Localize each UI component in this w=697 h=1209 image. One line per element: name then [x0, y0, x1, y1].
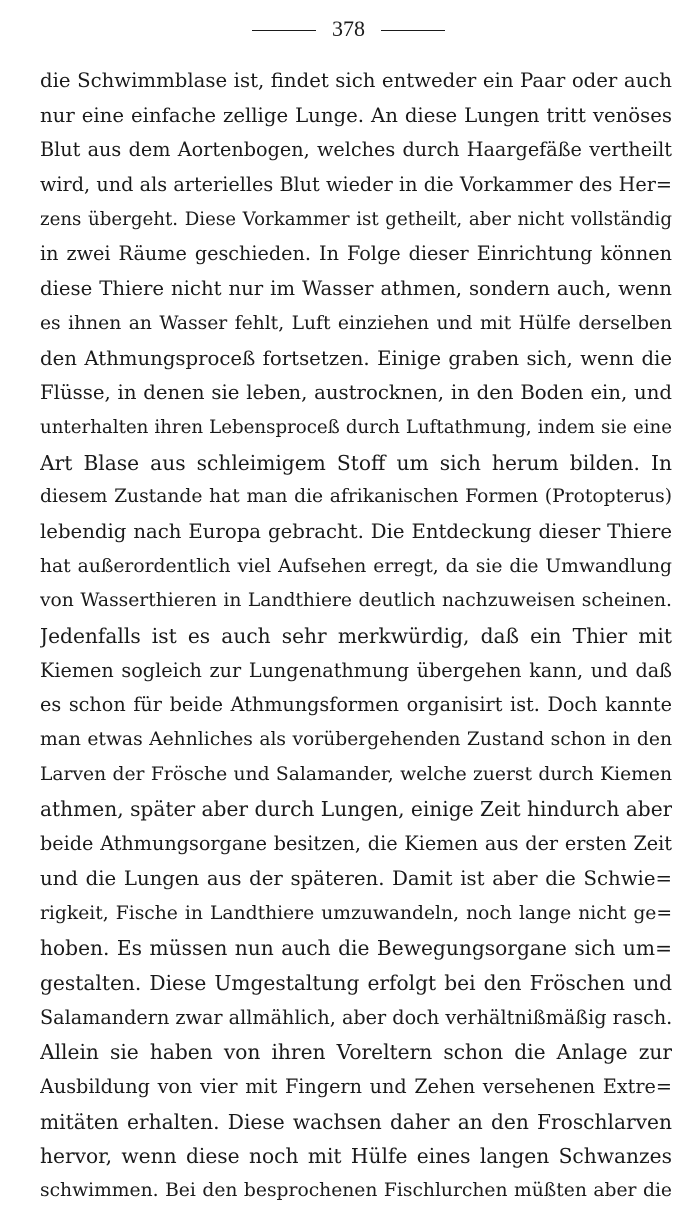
- text-line: die Schwimmblase ist, findet sich entweder ein Paar oder auch: [40, 69, 672, 92]
- text-line: hervor, wenn diese noch mit Hülfe eines langen Schwanzes: [40, 1144, 672, 1169]
- text-line: gestalten. Diese Umgestaltung erfolgt bei den Fröschen und: [40, 970, 672, 995]
- text-line: es ihnen an Wasser fehlt, Luft einziehen und mit Hülfe derselben: [40, 312, 672, 334]
- text-line: schwimmen. Bei den besprochenen Fischlurchen müßten aber die: [40, 1180, 672, 1201]
- text-line: diesem Zustande hat man die afrikanischen Formen (Protopterus): [40, 486, 672, 508]
- text-line: Salamandern zwar allmählich, aber doch verhältnißmäßig rasch.: [40, 1005, 672, 1029]
- text-line: mitäten erhalten. Diese wachsen daher an den Froschlarven: [40, 1109, 672, 1134]
- page-number: 378: [332, 16, 365, 41]
- text-line: Larven der Frösche und Salamander, welche zuerst durch Kiemen: [40, 763, 672, 785]
- text-line: Kiemen sogleich zur Lungenathmung übergehen kann, und daß: [40, 658, 672, 682]
- text-line: den Athmungsproceß fortsetzen. Einige graben sich, wenn die: [40, 346, 672, 370]
- text-line: von Wasserthieren in Landthiere deutlich nachzuweisen scheinen.: [40, 590, 672, 612]
- header-rule-right: [381, 30, 445, 31]
- text-line: Art Blase aus schleimigem Stoff um sich herum bilden. In: [40, 450, 672, 475]
- text-line: es schon für beide Athmungsformen organisirt ist. Doch kannte: [40, 693, 672, 717]
- text-line: hoben. Es müssen nun auch die Bewegungsorgane sich um=: [40, 936, 672, 961]
- body-text: [40, 64, 672, 1209]
- text-line: man etwas Aehnliches als vorübergehenden Zustand schon in den: [40, 729, 672, 751]
- text-line: Ausbildung von vier mit Fingern und Zehen versehenen Extre=: [40, 1074, 672, 1098]
- text-line: lebendig nach Europa gebracht. Die Entdeckung dieser Thiere: [40, 519, 672, 543]
- text-line: Blut aus dem Aortenbogen, welches durch Haargefäße vertheilt: [40, 138, 672, 162]
- text-line: zens übergeht. Diese Vorkammer ist getheilt, aber nicht vollständig: [40, 208, 672, 230]
- text-line: unterhalten ihren Lebensproceß durch Luftathmung, indem sie eine: [40, 416, 672, 438]
- page-header: [0, 14, 697, 44]
- text-line: wird, und als arterielles Blut wieder in die Vorkammer des Her=: [40, 173, 672, 197]
- header-rule-left: [252, 30, 316, 31]
- text-line: in zwei Räume geschieden. In Folge dieser Einrichtung können: [40, 242, 672, 266]
- text-line: athmen, später aber durch Lungen, einige Zeit hindurch aber: [40, 797, 672, 822]
- text-line: und die Lungen aus der späteren. Damit ist aber die Schwie=: [40, 866, 672, 890]
- text-line: nur eine einfache zellige Lunge. An diese Lungen tritt venöses: [40, 103, 672, 127]
- text-line: diese Thiere nicht nur im Wasser athmen, sondern auch, wenn: [40, 277, 672, 301]
- text-line: hat außerordentlich viel Aufsehen erregt, da sie die Umwandlung: [40, 555, 672, 577]
- text-line: beide Athmungsorgane besitzen, die Kiemen aus der ersten Zeit: [40, 832, 672, 856]
- text-line: Allein sie haben von ihren Voreltern schon die Anlage zur: [40, 1040, 672, 1065]
- text-line: Flüsse, in denen sie leben, austrocknen, in den Boden ein, und: [40, 381, 672, 405]
- text-line: rigkeit, Fische in Landthiere umzuwandeln, noch lange nicht ge=: [40, 902, 672, 924]
- text-line: Jedenfalls ist es auch sehr merkwürdig, daß ein Thier mit: [40, 624, 672, 648]
